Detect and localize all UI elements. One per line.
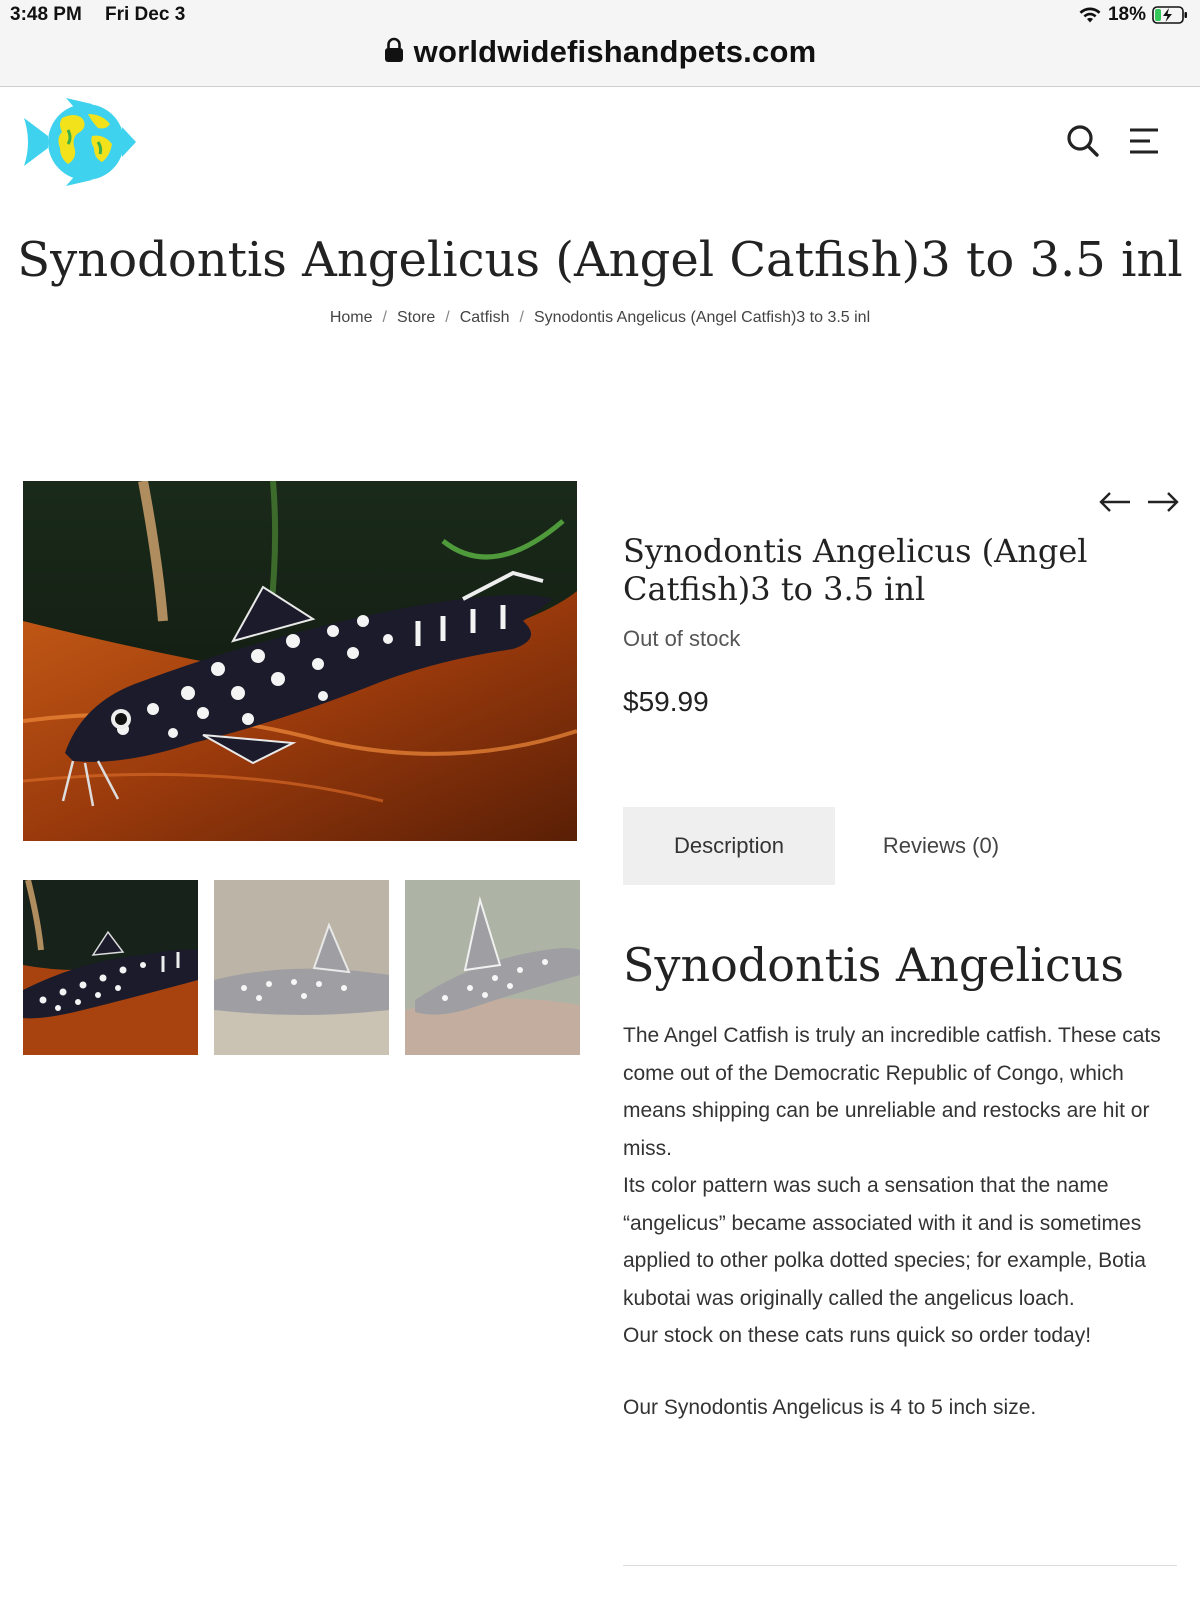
arrow-left-icon[interactable]: [1098, 490, 1132, 514]
product-thumbnails: [23, 880, 580, 1055]
spacer: [623, 1355, 1168, 1389]
menu-icon[interactable]: [1128, 124, 1162, 158]
product-tabs: [623, 807, 1047, 885]
product-title: Synodontis Angelicus (Angel Catfish)3 to 3.5 inl: [623, 532, 1088, 608]
breadcrumb: [0, 309, 1200, 327]
breadcrumb-catfish[interactable]: Catfish: [459, 309, 510, 326]
product-thumbnail[interactable]: [214, 880, 389, 1055]
product-thumbnail[interactable]: [405, 880, 580, 1055]
product-price: $59.99: [623, 686, 709, 717]
status-date: Fri Dec 3: [105, 4, 186, 25]
battery-percent: 18%: [1107, 4, 1146, 25]
breadcrumb-current: Synodontis Angelicus (Angel Catfish)3 to 3.5 inl: [533, 309, 871, 326]
breadcrumb-separator: /: [519, 309, 524, 326]
search-icon[interactable]: [1066, 124, 1100, 158]
page-title: Synodontis Angelicus (Angel Catfish)3 to 3.5 inl: [17, 232, 1183, 288]
description-heading: Synodontis Angelicus: [623, 938, 1124, 992]
product-thumbnail[interactable]: [23, 880, 198, 1055]
url-text[interactable]: worldwidefishandpets.com: [413, 34, 817, 69]
description-paragraph: Our Synodontis Angelicus is 4 to 5 inch size.: [623, 1395, 1037, 1419]
description-paragraph: The Angel Catfish is truly an incredible catfish. These cats come out of the Democratic Republic of Congo, which means shipping can be unreliable and restocks are hit or miss.: [623, 1024, 1161, 1160]
tab-reviews[interactable]: Reviews (0): [882, 833, 1000, 858]
browser-chrome: [0, 0, 1200, 87]
status-time: 3:48 PM: [10, 4, 82, 25]
description-paragraph: Our stock on these cats runs quick so order today!: [623, 1324, 1092, 1347]
wifi-icon: [1078, 6, 1102, 24]
stock-status: Out of stock: [623, 626, 741, 651]
breadcrumb-separator: /: [445, 309, 450, 326]
tab-description[interactable]: Description: [623, 807, 835, 885]
product-nav-arrows: [1098, 490, 1180, 514]
description-paragraph: Its color pattern was such a sensation that the name “angelicus” became associated with it and is sometimes applied to other polka dotted species; for example, Botia kubotai was originally called the angelicus loach.: [623, 1174, 1146, 1310]
lock-icon: [384, 37, 404, 68]
site-header: [0, 88, 1200, 198]
divider: [623, 1565, 1177, 1566]
breadcrumb-store[interactable]: Store: [396, 309, 436, 326]
address-bar[interactable]: [0, 30, 1200, 74]
breadcrumb-home[interactable]: Home: [329, 309, 373, 326]
arrow-right-icon[interactable]: [1146, 490, 1180, 514]
globe-fish-logo[interactable]: [22, 92, 138, 192]
product-main-image[interactable]: [23, 481, 577, 841]
battery-charging-icon: [1152, 5, 1188, 25]
breadcrumb-separator: /: [382, 309, 387, 326]
status-right: [1078, 4, 1188, 26]
description-body: [623, 1017, 1168, 1426]
